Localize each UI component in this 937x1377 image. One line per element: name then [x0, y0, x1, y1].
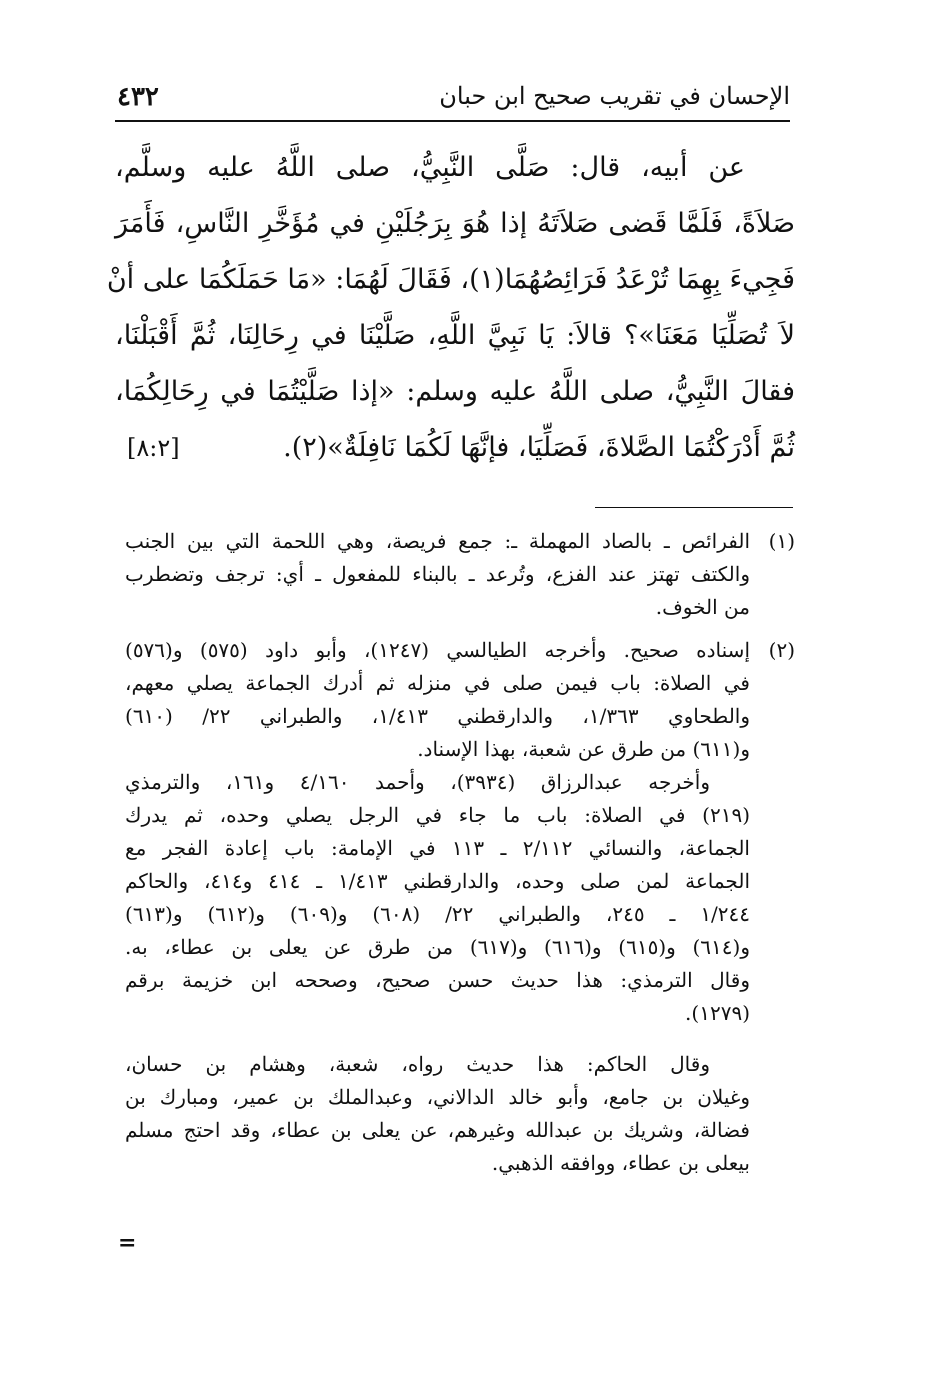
hadith-reference: [٨:٢]: [127, 434, 180, 462]
hadith-line: لاَ تُصَلِّيَا مَعَنَا»؟ قالاَ: يَا نَبِيَّ اللَّهِ، صَلَّيْنَا في رِحَالِنَا، ثُمَّ أَقْبَلْنَا،: [115, 320, 795, 351]
footnote-1: [125, 525, 795, 624]
hadith-line: فقالَ النَّبِيُّ، صلى اللَّهُ عليه وسلم: «إذا صَلَّيْتُمَا في رِحَالِكُمَا،: [115, 376, 795, 407]
continuation-mark: =: [118, 1230, 137, 1256]
hadith-last-row: [115, 420, 795, 476]
footnote-body: [125, 525, 750, 624]
footnote-line: و(٦١٤) و(٦١٥) و(٦١٦) و(٦١٧) من طرق عن يعلى بن عطاء، به.: [125, 935, 750, 959]
footnote-line: وغيلان بن جامع، وأبو خالد الدالاني، وعبدالملك بن عمير، ومبارك بن: [125, 1085, 750, 1109]
footnote-body: [125, 634, 750, 1180]
footnote-line: من الخوف.: [655, 595, 750, 619]
footnote-2: [125, 634, 795, 1180]
footnote-line: وقال الترمذي: هذا حديث حسن صحيح، وصححه ابن خزيمة برقم: [125, 968, 750, 992]
page-number: ٤٣٢: [117, 82, 159, 112]
footnote-divider: [595, 507, 793, 508]
footnote-line: الجماعة لمن صلى وحده، والدارقطني ١/٤١٣ ـ ٤١٤ و٤١٤، والحاكم: [125, 869, 750, 893]
footnote-line: والطحاوي ١/٣٦٣، والدارقطني ١/٤١٣، والطبراني ٢٢/ (٦١٠): [125, 704, 751, 728]
hadith-line: ثُمَّ أَدْرَكْتُمَا الصَّلاةَ، فَصَلِّيَا، فإنَّهَا لَكُمَا نَافِلَةٌ»(٢).: [283, 432, 795, 463]
footnote-line: في الصلاة: باب فيمن صلى في منزله ثم أدرك الجماعة يصلي معهم،: [125, 671, 750, 695]
footnote-line: ١/٢٤٤ ـ ٢٤٥، والطبراني ٢٢/ (٦٠٨) و(٦٠٩) و(٦١٢) و(٦١٣): [125, 902, 751, 926]
hadith-line: عن أبيه، قال: صَلَّى النَّبِيُّ، صلى اللَّهُ عليه وسلَّم،: [115, 152, 745, 183]
hadith-text: [106, 140, 795, 476]
footnote-line: (١٢٧٩).: [685, 1001, 750, 1025]
footnotes: [125, 525, 795, 1180]
footnote-line: إسناده صحيح. وأخرجه الطيالسي (١٢٤٧)، وأبو داود (٥٧٥) و(٥٧٦): [125, 638, 750, 662]
footnote-line: و(٦١١) من طرق عن شعبة، بهذا الإسناد.: [417, 737, 750, 761]
footnote-line: وأخرجه عبدالرزاق (٣٩٣٤)، وأحمد ٤/١٦٠ و١٦١، والترمذي: [125, 770, 711, 794]
footnote-line: الفرائص ـ بالصاد المهملة ـ: جمع فريصة، وهي اللحمة التي بين الجنب: [125, 529, 750, 553]
book-title: الإحسان في تقريب صحيح ابن حبان: [439, 82, 790, 110]
hadith-line: صَلاَةً، فَلَمَّا قَضى صَلاَتَهُ إذا هُوَ بِرَجُلَيْنِ في مُؤَخَّرِ النَّاسِ، فَأَمَرَ: [115, 208, 795, 239]
footnote-line: بيعلى بن عطاء، ووافقه الذهبي.: [491, 1151, 750, 1175]
footnote-line: (٢١٩) في الصلاة: باب ما جاء في الرجل يصلي وحده، ثم يدرك: [125, 803, 750, 827]
footnote-line: الجماعة، والنسائي ٢/١١٢ ـ ١١٣ في الإمامة: باب إعادة الفجر مع: [125, 836, 750, 860]
running-header: [115, 78, 790, 122]
footnote-line: فضالة، وشريك بن عبدالله وغيرهم، عن يعلى بن عطاء، وقد احتج مسلم: [125, 1118, 750, 1142]
hadith-line: فَجِيءَ بِهِمَا تُرْعَدُ فَرَائِصُهُمَا(١)، فَقَالَ لَهُمَا: «مَا حَمَلَكُمَا على أنْ: [106, 264, 795, 295]
footnote-number: (١): [768, 529, 795, 553]
footnote-line: والكتف تهتز عند الفزع، وتُرعد ـ بالبناء للمفعول ـ أي: ترجف وتضطرب: [125, 562, 750, 586]
footnote-number: (٢): [768, 638, 795, 662]
footnote-line: وقال الحاكم: هذا حديث رواه، شعبة، وهشام بن حسان،: [125, 1052, 710, 1076]
